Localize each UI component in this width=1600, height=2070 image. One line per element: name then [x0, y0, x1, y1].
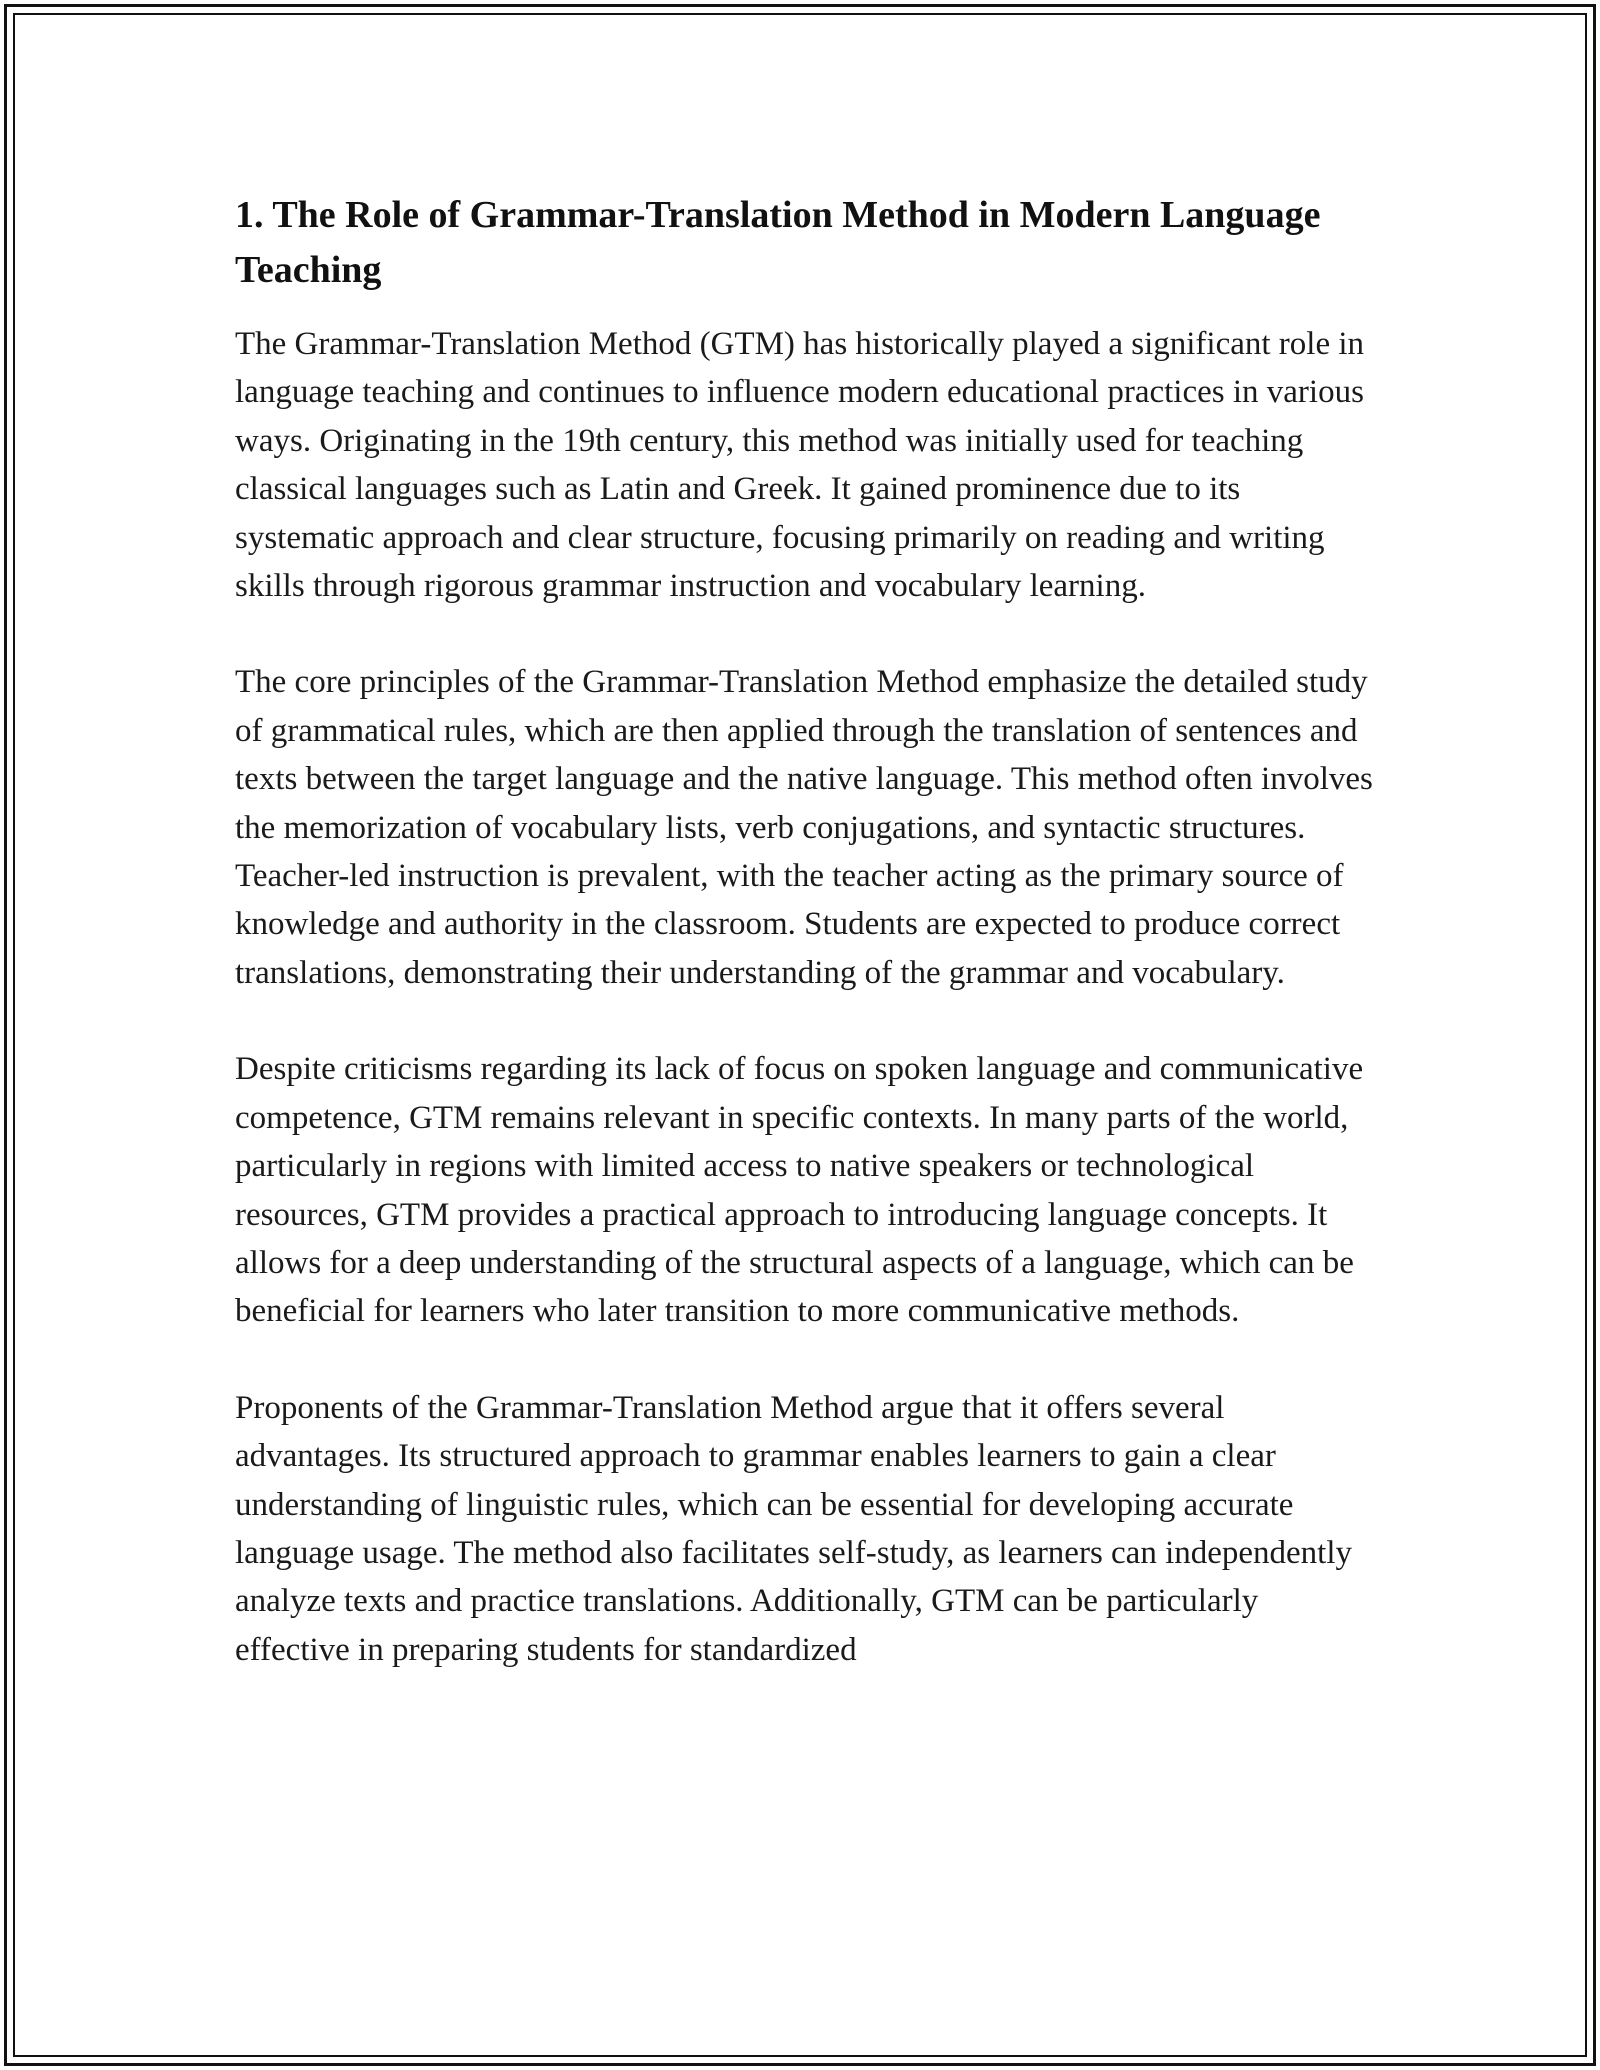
paragraph-2: The core principles of the Grammar-Translation Method emphasize the detailed study of grammatical rules, which are then applied through the translation of sentences and texts between the target language and the native language. This method often involves the memorization of vocabulary lists, verb conjugations, and syntactic structures. Teacher-led instruction is prevalent, with the teacher acting as the primary source of knowledge and authority in the classroom. Students are expected to produce correct translations, demonstrating their understanding of the grammar and vocabulary.	[235, 664, 1373, 991]
document-body	[235, 188, 1375, 1722]
paragraph-3: Despite criticisms regarding its lack of focus on spoken language and communicative competence, GTM remains relevant in specific contexts. In many parts of the world, particularly in regions with limited access to native speakers or technological resources, GTM provides a practical approach to introducing language concepts. It allows for a deep understanding of the structural aspects of a language, which can be beneficial for learners who later transition to more communicative methods.	[235, 1051, 1364, 1330]
paragraph-1: The Grammar-Translation Method (GTM) has historically played a significant role in language teaching and continues to influence modern educational practices in various ways. Originating in the 19th century, this method was initially used for teaching classical languages such as Latin and Greek. It gained prominence due to its systematic approach and clear structure, focusing primarily on reading and writing skills through rigorous grammar instruction and vocabulary learning.	[235, 326, 1365, 605]
section-heading: 1. The Role of Grammar-Translation Method in Modern Language Teaching	[235, 194, 1321, 291]
paragraph-4: Proponents of the Grammar-Translation Method argue that it offers several advantages. Its structured approach to grammar enables learners to gain a clear understanding of linguistic rules, which can be essential for developing accurate language usage. The method also facilitates self-study, as learners can independently analyze texts and practice translations. Additionally, GTM can be particularly effective in preparing students for standardized	[235, 1389, 1353, 1668]
